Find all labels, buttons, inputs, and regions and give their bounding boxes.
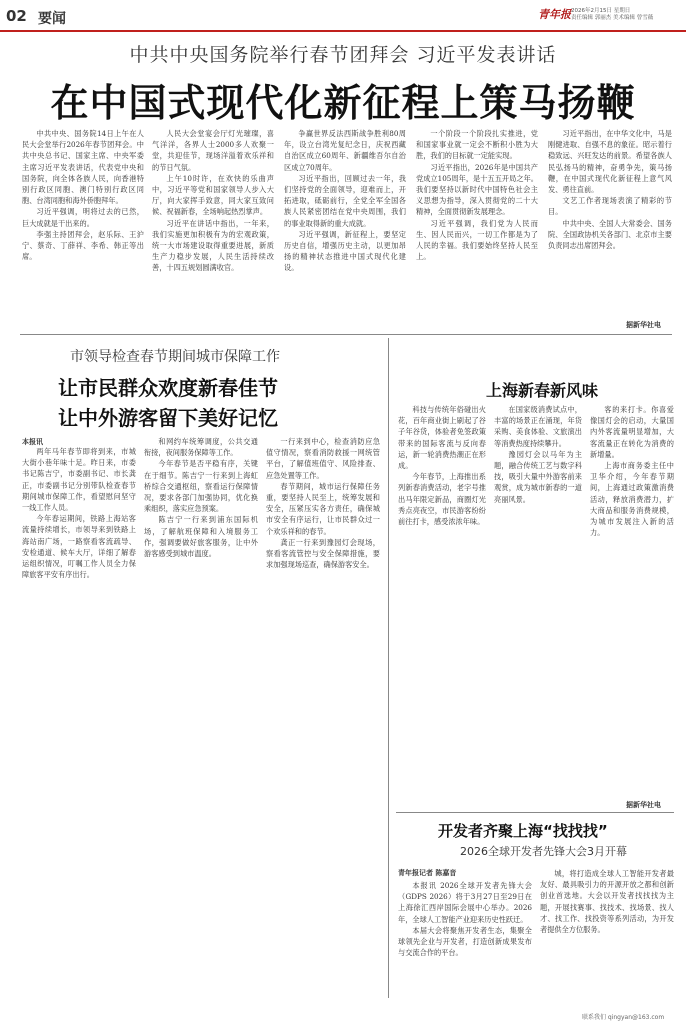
lead-column-5: 习近平指出，在中华文化中，马是刚健进取、自强不息的象征。昭示着行稳致远、兴旺发达的前景。希望各族人民弘扬马的精神，奋勇争先，策马扬鞭，在中国式现代化新征程上意气风发、勇往直前。 文艺工作者现场表演了精彩的节目。 中共中央、全国人大常委会、国务院、全国政协机关各部门、北京市主要负责同志出席团拜会。 [548,129,672,251]
story2-headline-2: 让中外游客留下美好记忆 [58,406,278,430]
story2-byline: 本报讯 [22,438,43,446]
page-number: 02 [6,7,27,25]
lead-column-3: 争赢世界反法西斯战争胜利80周年，设立台湾光复纪念日，庆祝西藏自治区成立60周年、新疆维吾尔自治区成立70周年。 习近平指出，回顾过去一年，我们坚持党的全面领导，迎难而上，开拓进取，砥砺前行，全党全军全国各族人民紧密团结在党中央周围，我们的事业取得新的重大成就。 习近平强调，新征程上，要坚定历史自信，增强历史主动，以更加昂扬的精神状态推进中国式现代化建设。 [284,129,406,273]
header-rule [0,30,686,32]
lead-column-1: 中共中央、国务院14日上午在人民大会堂举行2026年春节团拜会。中共中央总书记、国家主席、中央军委主席习近平发表讲话，代表党中央和国务院，向全体各族人民，向香港特别行政区同胞、澳门特别行政区同胞、台湾同胞和海外侨胞拜年。 习近平强调，明将过去的已然，巨大成就是干出来的。 李强主持团拜会，赵乐际、王沪宁、蔡奇、丁薛祥、李希、韩正等出席。 [22,129,144,262]
story2-headline-1: 让市民群众欢度新春佳节 [58,376,278,400]
story4-subheadline: 2026全球开发者先锋大会3月开幕 [460,845,627,858]
section-divider [20,334,672,335]
story3-column-1: 科技与传统年俗碰出火花，百年商业街上刷起了谷子年谷货，体验者免签政策带来的国际客流与反向春运，新一轮消费热潮正在形成。 今年春节，上海推出系列新春消费活动，老字号推出马年限定新品，商圈灯光秀点亮夜空，市民游客纷纷前往打卡，感受浓浓年味。 [398,405,486,527]
story3-column-2: 在国家级消费试点中，丰富的场景正在涌现，年货采购、美食体验、文旅演出等消费热度持续攀升。 豫园灯会以马年为主题，融合传统工艺与数字科技，吸引大量中外游客前来观赏，成为城市新春的一道亮丽风景。 [494,405,582,504]
story3-credit: 据新华社电 [626,801,661,809]
story4-column-1: 本报讯 2026全球开发者先锋大会（GDPS 2026）将于3月27日至29日在上海徐汇西岸国际会展中心举办。2026年，全球人工智能产业迎来历史性跃迁。 本届大会将聚焦开发者生态，集聚全球领先企业与开发者，打造创新成果发布与交流合作的平台。 [398,881,532,958]
dateline [571,8,681,22]
lead-kicker: 中共中央国务院举行春节团拜会 习近平发表讲话 [129,44,557,66]
story4-column-2: 城，将打造成全球人工智能开发者最友好、最具吸引力的开源开放之都和创新创业首选地。大会以开发者找找找为主题，开展找赛事、找技术、找场景、找人才、找工作、找投资等系列活动，为开发者提供全方位服务。 [540,869,674,935]
story2-column-3: 一行来到中心，检查消防应急值守情况，察看消防救援一网统管平台，了解值班值守、风险排查、应急处置等工作。 春节期间，城市运行保障任务重，要坚持人民至上，统筹发展和安全，压紧压实各方责任，确保城市安全有序运行，让市民群众过一个欢乐祥和的春节。 龚正一行来到豫园灯会现场，察看客流管控与安全保障措施，要求加强现场巡查，确保游客安全。 [266,437,380,570]
story2-kicker: 市领导检查春节期间城市保障工作 [70,349,280,365]
story4-headline: 开发者齐聚上海“找找找” [438,822,608,840]
story3-headline: 上海新春新风味 [486,381,599,400]
lead-column-2: 人民大会堂宴会厅灯光璀璨，喜气洋洋，各界人士2000多人欢聚一堂，共迎佳节，现场洋溢着欢乐祥和的节日气氛。 上午10时许，在欢快的乐曲声中，习近平等党和国家领导人步入大厅，向大家挥手致意，同大家互致问候、祝福新春，全场响起热烈掌声。 习近平在讲话中指出，一年来，我们实施更加积极有为的宏观政策，统一大市场建设取得重要进展，新质生产力稳步发展，人民生活持续改善，十四五规划圆满收官。 [152,129,274,273]
column-divider [388,338,389,998]
lead-credit: 据新华社电 [626,321,661,329]
lead-column-4: 一个阶段一个阶段扎实推进，党和国家事业就一定会不断积小胜为大胜，我们的目标就一定能实现。 习近平指出，2026年是中国共产党成立105周年，是十五五开局之年。我们要坚持以新时代中国特色社会主义思想为指导，深入贯彻党的二十大精神，全面贯彻新发展理念。 习近平强调，我们党为人民而生、因人民而兴，一切工作都是为了人民的幸福。我们要始终坚持人民至上。 [416,129,538,262]
story4-byline: 青年报记者 陈嘉音 [398,869,457,877]
newspaper-logo: 青年报 [538,8,571,21]
story2-column-1: 两年马年春节即将到来，市城大街小巷年味十足。昨日来，市委书记陈吉宁，市委副书记、市长龚正，市委副书记分别带队检查春节期间城市保障工作，看望慰问坚守一线工作人员。 今年春运期间，铁路上海站客流量持续增长，市领导来到铁路上海站南广场，一路察看客流疏导、安检通道、候车大厅，详细了解春运组织情况，叮嘱工作人员全力保障旅客平安有序出行。 [22,447,136,580]
lead-headline: 在中国式现代化新征程上策马扬鞭 [50,81,636,125]
issue-date: 2026年2月15日 星期日 [571,8,631,14]
page-header [0,0,686,34]
editor-credits: 责任编辑 郭丽杰 美术编辑 曾雪薇 [571,15,654,21]
section-name: 要闻 [38,11,66,27]
footer-contact: 联系我们 qingyan@163.com [582,1014,665,1021]
story4-divider [396,812,674,813]
story3-column-3: 客的来打卡。你喜爱像国灯会的启动，大量国内外客流量明显增加，大客流量正在转化为消费的新增量。 上海市商务委主任中卫华介绍，今年春节期间，上海通过政策激消费活动，释放消费潜力，扩大商品和服务消费规模，为城市发展注入新的活力。 [590,405,674,538]
story2-column-2: 和网约车统筹调度，公共交通衔接，夜间服务保障等工作。 今年春节是否平稳有序，关键在于细节。陈吉宁一行来到上海虹桥综合交通枢纽，察看运行保障情况，要求各部门加强协同，优化换乘组织，落实应急预案。 陈吉宁一行来到浦东国际机场，了解航班保障和入境服务工作，强调要做好旅客服务，让中外游客感受到城市温度。 [144,437,258,559]
